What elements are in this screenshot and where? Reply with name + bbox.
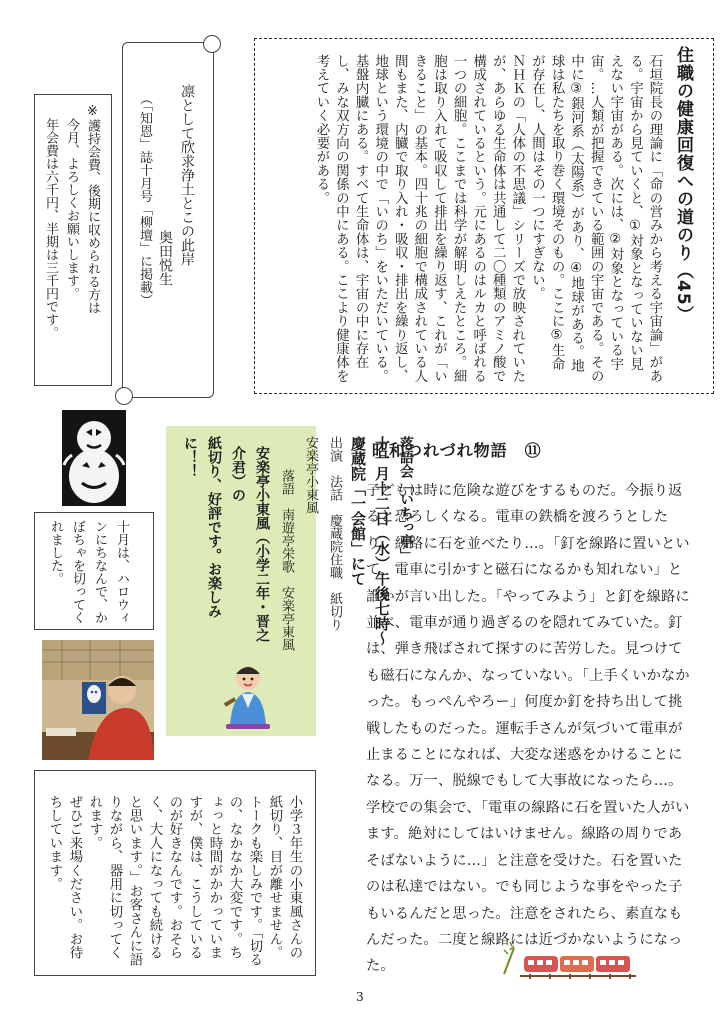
scroll-curl-icon	[203, 35, 221, 53]
event-date: 十一月十二日（水）午後七時～慶蔵院「一会館」にて	[349, 436, 391, 646]
health-paragraph: ＮＨＫの「人体の不思議」シリーズで放映されていたが、あらゆる生命体は共通して二〇種類のアミノ酸で構成されているという。元にあるのはルカと呼ばれる一つの細胞。ここまでは科学が解明しえたところ。細胞は取り入れて吸収して排出を繰り返す、これが「いきること」の基本。四十兆の細胞で構成されている人間もまた、内臓で取り入れ・吸収・排出を繰り返し、地球という環境の中で「いのち」をいただいている。基盤内臓にある。すべて生命体は、宇宙の中に存在し、みな双方向の関係の中にある。ここより健康体を考えていく必要がある。	[313, 54, 525, 383]
membership-notice-text	[40, 104, 103, 376]
showa-story-body: 子どもは時に危険な遊びをするものだ。今振り返ると恐ろしくなる。電車の鉄橋を渡ろうとしたり、線路に石を並べたり…。「釘を線路に置いといて、電車に引かすと磁石になるかも知れない」と誰かが言い出した。「やってみよう」と釘を線路に並べ、電車が通り過ぎるのを隠れてみていた。釘は、弾き飛ばされて探すのに苦労した。見つけても磁石になんか、なっていない。「上手くいかなかった。もっぺんやろー」何度か釘を持ち出して挑戦したものだった。運転手さんが気づいて電車が止まることになれば、大変な迷惑をかけることになる。万一、脱線でもして大事故になったら…。学校での集会で、「電車の線路に石を置いた人がいます。絶対にしてはいけません。線路の周りであそばないように…」と注意を受けた。石を置いたのは私達ではない。でも同じような事をやった子もいるんだと思った。注意をされたら、素直なもんだった。二度と線路には近づかないようになった。	[366, 483, 690, 975]
poem-source: （「知恩」誌十月号「柳壇」に掲載）	[137, 92, 152, 307]
health-paragraph: 石垣院長の理論に「命の営みから考える宇宙論」がある。宇宙から見ていくと、①対象となっていない見えない宇宙がある。次には、②対象となっている宇宙。…人類が把握できている範囲の宇宙である。その中に③銀河系（太陽系）があり、④地球がある。地球は私たちを取り巻く環境そのもの。ここに⑤生命が存在し、人間はその一つにすぎない。	[529, 54, 662, 383]
notice-line: 今月、よろしくお願いします。	[64, 118, 79, 300]
showa-story-title: 昭和つれづれ物語 ⑪	[372, 441, 542, 460]
health-column-title: 住職の健康回復への道のり（45）	[673, 46, 693, 324]
event-performers: 出演 法話 慶蔵院住職 紙切り 安楽亭小東風	[303, 436, 342, 644]
event-rakugo-performers: 落語 南遊亭栄歌 安楽亭東風	[279, 468, 294, 651]
kid-performer-photo	[42, 640, 154, 760]
halloween-caption: 十月は、ハロウィンにちなんで、かぼちゃを切ってくれました。	[48, 520, 129, 624]
event-name: 落語会「いちっ亭」	[398, 436, 414, 562]
paper-cut-ghost-photo	[62, 410, 126, 506]
kid-photo-illustration-icon	[42, 640, 154, 760]
ghost-cutout-icon	[62, 410, 126, 506]
poem-text: 凛として欣求浄土とこの此岸	[179, 84, 195, 266]
poem-author: 奥田悦生	[157, 230, 173, 286]
rakugo-performer-icon	[222, 660, 274, 730]
train-icon	[500, 940, 640, 980]
story-paragraph: 小学３年生の小東風さんの紙切り、目が離せません。トークも楽しみです。「切るの、なかなか大変です。ちょっと時間がかかっていますが、僕は、こうしているのが好きなんです。おそらく、大人になっても続けると思います。」お客さんに語りながら、器用に切ってくれます。	[87, 795, 302, 967]
scroll-curl-icon	[115, 387, 133, 405]
event-highlight: 安楽亭小東風（小学二年・晋之介君）の	[230, 446, 270, 642]
story-paragraph: ぜひご来場ください。お待ちしています。	[47, 795, 82, 960]
kokochi-story-text	[44, 782, 304, 968]
page-number: 3	[356, 990, 364, 1004]
event-highlight: 紙切り、好評です。お楽しみに！！	[182, 436, 222, 618]
health-column-body	[272, 54, 664, 384]
notice-line: ※護持会費、後期に収められる方は	[85, 104, 100, 314]
notice-line: 年会費は六千円、半期は三千円です。	[43, 118, 58, 339]
